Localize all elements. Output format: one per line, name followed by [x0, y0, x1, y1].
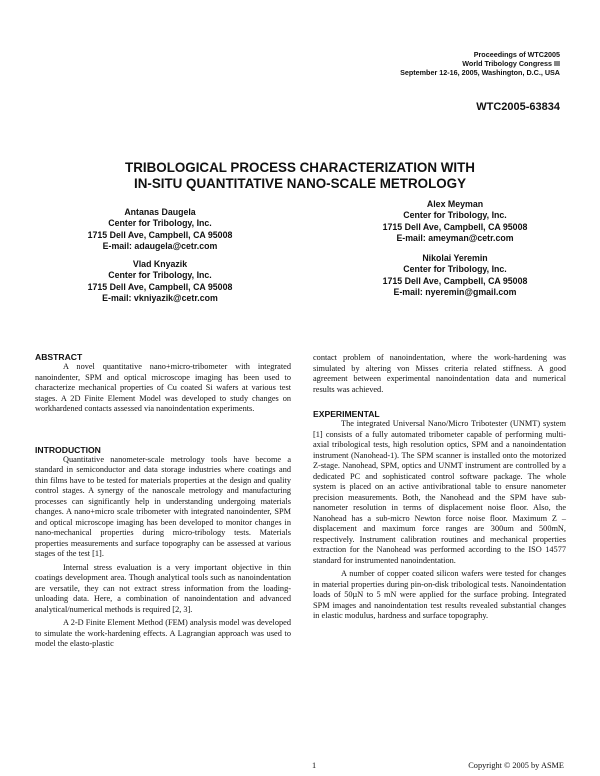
abstract-heading: ABSTRACT — [35, 352, 83, 362]
author-email: E-mail: nyeremin@gmail.com — [393, 287, 517, 298]
author-email: E-mail: adaugela@cetr.com — [102, 241, 218, 252]
author-address: 1715 Dell Ave, Campbell, CA 95008 — [382, 275, 528, 286]
experimental-body — [313, 419, 566, 622]
paper-title — [0, 160, 600, 192]
abstract-text: A novel quantitative nano+micro-tribometer with integrated nanoindenter, SPM and optical microscope imaging has been used to characterize mechanical properties of Cu coated Si wafers at various test stages. A 2D Finite Element Model was developed to study changes on workhardened contacts assessed via nanoindentation experiments. — [35, 362, 291, 413]
experimental-heading: EXPERIMENTAL — [313, 409, 380, 419]
experimental-paragraph-1: The integrated Universal Nano/Micro Tribotester (UNMT) system [1] consists of a fully automated tribometer capable of performing multi-axial tribological tests, high resolution optics, SPM and a nanoindentation instrument (Nanohead-1). The SPM scanner is installed onto the motorized Z-stage. Nanohead, SPM, optics and UNMT instrument are controlled by a dedicated PC and sophisticated control software package. The whole system is placed on an active antivibrational table to ensure nanometer precision measurements. Both, the Nanohead and the SPM have sub-nanometer resolution in terms of displacement noise floor. Also, the Nanohead has a sub-micro Newton force noise floor. Maximum Z – displacement and maximum force ranges are 300um and 500mN, respectively. Instrument calibration routines and mechanical properties extraction for the Nanohead was performed according to the ISO 14577 standard for instrumented nanoindentation. — [313, 419, 566, 565]
author-name: Antanas Daugela — [124, 207, 196, 217]
introduction-continued — [313, 353, 566, 395]
author-block-4 — [350, 253, 560, 299]
experimental-paragraph-2: A number of copper coated silicon wafers were tested for changes in material properties during pin-on-disk tribological tests. Nanoindentation loads of 50µN to 5 mN were applied for the surface probing. Integrated SPM images and nanoindentation test results revealed substantial changes in elastic modulus, hardness and surface topography. — [313, 569, 566, 620]
author-name: Vlad Knyazik — [132, 259, 188, 269]
introduction-paragraph-3-continued: contact problem of nanoindentation, where the work-hardening was simulated by altering von Misses criteria related stiffness. A good agreement between experimental nanoindentation data and numerical results was achieved. — [313, 353, 566, 394]
paper-id: WTC2005-63834 — [476, 101, 560, 113]
author-email: E-mail: ameyman@cetr.com — [396, 233, 514, 244]
author-address: 1715 Dell Ave, Campbell, CA 95008 — [87, 281, 233, 292]
copyright: Copyright © 2005 by ASME — [468, 761, 564, 770]
author-org: Center for Tribology, Inc. — [403, 264, 507, 275]
proceedings-header — [400, 50, 560, 78]
author-block-1 — [40, 207, 280, 253]
author-org: Center for Tribology, Inc. — [403, 210, 507, 221]
introduction-heading: INTRODUCTION — [35, 444, 101, 455]
author-org: Center for Tribology, Inc. — [108, 270, 212, 281]
author-address: 1715 Dell Ave, Campbell, CA 95008 — [382, 221, 528, 232]
author-block-3 — [40, 259, 280, 305]
introduction-paragraph-3: A 2-D Finite Element Method (FEM) analysis model was developed to simulate the work-hardening effects. A Lagrangian approach was used to model the elasto-plastic — [35, 618, 291, 648]
title-line-1: TRIBOLOGICAL PROCESS CHARACTERIZATION WITH — [125, 160, 475, 175]
author-block-2 — [350, 199, 560, 245]
congress-name: World Tribology Congress III — [462, 59, 560, 69]
introduction-paragraph-2: Internal stress evaluation is a very important objective in thin coatings development area. Though analytical tools such as nanoindentation are versatile, they can not extract stress information from the loading-unloading data. Here, a combination of nanoindentation and advanced analytical/numerical methods is required [2, 3]. — [35, 562, 291, 614]
author-address: 1715 Dell Ave, Campbell, CA 95008 — [87, 229, 233, 240]
page-number: 1 — [312, 761, 317, 770]
proceedings-name: Proceedings of WTC2005 — [473, 50, 560, 59]
right-column — [313, 353, 566, 625]
author-name: Alex Meyman — [426, 199, 484, 209]
left-column — [35, 352, 291, 650]
author-email: E-mail: vkniyazik@cetr.com — [102, 293, 218, 304]
author-name: Nikolai Yeremin — [422, 253, 488, 263]
conference-dates: September 12-16, 2005, Washington, D.C., USA — [400, 68, 560, 78]
introduction-paragraph-1: Quantitative nanometer-scale metrology tools have become a standard in semiconductor and data storage industries where coatings and thin films have to be tested for materials properties at the design and quality control stages. A synergy of the nanoscale metrology and manufacturing processes can significantly help in understanding undergoing materials changes. A nano+micro scale tribometer with integrated nanoindenter, SPM and optical microscope imaging has been developed to monitor changes in nano-mechanical properties during micro-tribology tests. Materials properties measurements and surface topography can be assessed at various stages of the test [1]. — [35, 454, 291, 558]
author-org: Center for Tribology, Inc. — [108, 218, 212, 229]
abstract-body — [35, 362, 291, 415]
title-line-2: IN-SITU QUANTITATIVE NANO-SCALE METROLOGY — [133, 176, 467, 191]
introduction-body — [35, 455, 291, 650]
